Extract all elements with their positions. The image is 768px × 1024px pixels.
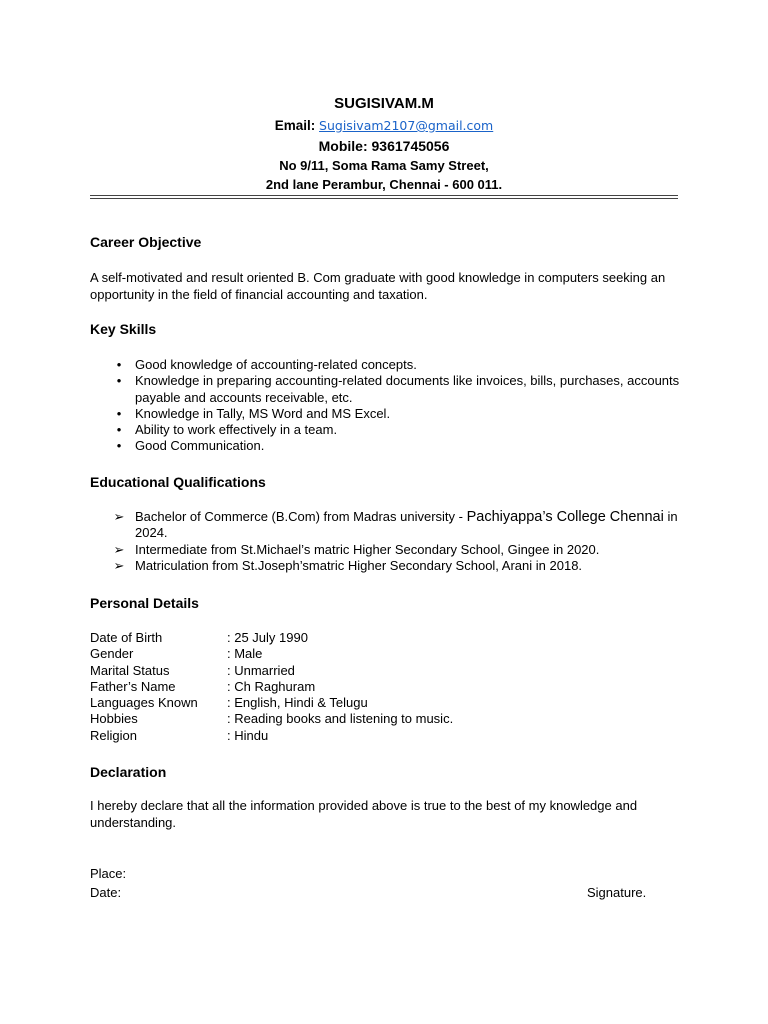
personal-details-table <box>90 630 453 744</box>
address-line-1: No 9/11, Soma Rama Samy Street, <box>279 158 489 173</box>
declaration-text: I hereby declare that all the information provided above is true to the best of my knowledge and understanding. <box>90 798 638 830</box>
education-year: in 2024. <box>135 509 678 541</box>
detail-label: Hobbies <box>90 711 138 727</box>
bullet-marker: • <box>116 357 122 372</box>
detail-row <box>90 728 453 744</box>
education-intermediate: Intermediate from St.Michael’s matric Higher Secondary School, Gingee in 2020. <box>135 541 600 557</box>
career-objective-heading: Career Objective <box>90 234 202 250</box>
arrow-marker-icon: ➢ <box>113 541 125 557</box>
declaration-heading: Declaration <box>90 764 167 780</box>
email-label: Email: <box>274 118 316 133</box>
detail-row <box>90 646 453 662</box>
detail-label: Father’s Name <box>90 678 176 694</box>
college-name: Pachiyappa’s College Chennai <box>466 509 664 525</box>
detail-row <box>90 711 453 727</box>
bullet-marker: • <box>116 438 122 454</box>
key-skills-list <box>90 357 685 455</box>
detail-value: : Hindu <box>227 727 269 743</box>
candidate-name: SUGISIVAM.M <box>334 95 434 112</box>
skill-text: Ability to work effectively in a team. <box>135 422 338 438</box>
list-item <box>90 438 685 454</box>
list-item <box>90 422 685 438</box>
list-item <box>90 406 685 422</box>
skill-text: Good knowledge of accounting-related concepts. <box>135 357 417 372</box>
key-skills-heading: Key Skills <box>90 321 157 337</box>
arrow-marker-icon: ➢ <box>113 557 125 573</box>
education-heading: Educational Qualifications <box>90 474 266 490</box>
detail-row <box>90 679 453 695</box>
detail-row <box>90 630 453 646</box>
list-item <box>90 509 685 542</box>
detail-value: : Reading books and listening to music. <box>227 711 454 727</box>
list-item <box>90 542 685 558</box>
email-link[interactable]: Sugisivam2107@gmail.com <box>319 118 494 133</box>
list-item <box>90 357 685 373</box>
education-degree: Bachelor of Commerce (B.Com) from Madras university - <box>135 509 467 524</box>
resume-header <box>0 94 768 194</box>
education-matriculation: Matriculation from St.Joseph’smatric Higher Secondary School, Arani in 2018. <box>135 557 583 573</box>
header-divider-top <box>90 195 678 196</box>
date-label: Date: <box>90 885 122 900</box>
detail-value: : Ch Raghuram <box>227 678 316 694</box>
detail-value: : Male <box>227 646 263 662</box>
detail-label: Languages Known <box>90 695 198 711</box>
detail-label: Religion <box>90 727 137 743</box>
detail-label: Gender <box>90 646 134 662</box>
arrow-marker-icon: ➢ <box>113 509 125 524</box>
detail-value: : 25 July 1990 <box>227 630 308 645</box>
detail-value: : Unmarried <box>227 662 295 678</box>
list-item <box>90 558 685 574</box>
list-item <box>90 373 685 406</box>
email-line <box>0 116 768 136</box>
detail-row <box>90 695 453 711</box>
signature-label: Signature. <box>587 885 647 900</box>
bullet-marker: • <box>116 405 122 421</box>
address-line-2: 2nd lane Perambur, Chennai - 600 011. <box>265 177 503 192</box>
mobile-number: Mobile: 9361745056 <box>318 138 450 154</box>
detail-value: : English, Hindi & Telugu <box>227 695 368 711</box>
skill-text: Knowledge in preparing accounting-related documents like invoices, bills, purchases, accounts payable and accounts receivable, etc. <box>135 373 680 405</box>
skill-text: Good Communication. <box>135 438 265 454</box>
personal-details-heading: Personal Details <box>90 595 199 611</box>
skill-text: Knowledge in Tally, MS Word and MS Excel. <box>135 405 391 421</box>
place-label: Place: <box>90 866 127 881</box>
header-divider-bottom <box>90 198 678 199</box>
detail-label: Marital Status <box>90 662 170 678</box>
education-list <box>90 509 685 574</box>
bullet-marker: • <box>116 373 122 389</box>
career-objective-text: A self-motivated and result oriented B. Com graduate with good knowledge in computers seeking an opportunity in the field of financial accounting and taxation. <box>90 270 666 302</box>
detail-label: Date of Birth <box>90 630 163 645</box>
bullet-marker: • <box>116 422 122 438</box>
detail-row <box>90 663 453 679</box>
